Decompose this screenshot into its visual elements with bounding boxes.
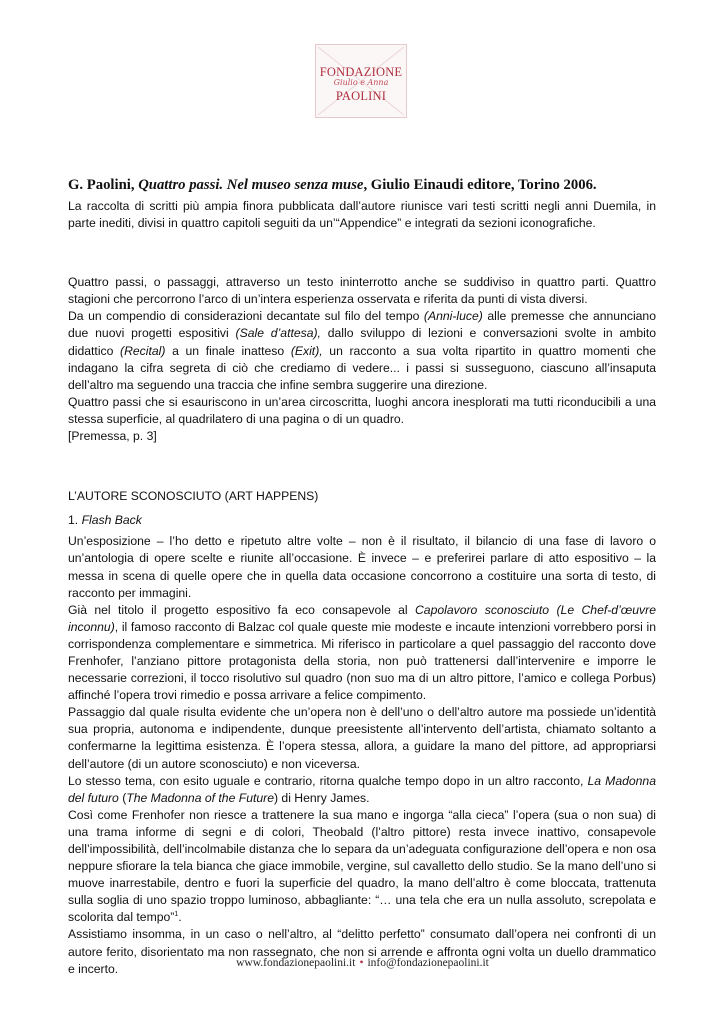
section-paragraph-1: Un’esposizione – l’ho detto e ripetuto altre volte – non è il risultato, il bilancio di una fase di lavoro o un’antologia di opere scelte e riunite all’occasione. È invece – e preferirei parlare di atto espositivo – la messa in scena di quelle opere che in quella data occasione concorrono a costituire una sorta di testo, di racconto per immagini. — [68, 534, 656, 600]
premessa-reference: [Premessa, p. 3] — [68, 429, 157, 444]
title-work: Quattro passi. Nel museo senza muse — [138, 177, 364, 193]
logo-script: Giulio e Anna — [333, 78, 389, 87]
section-heading: L’AUTORE SCONOSCIUTO (ART HAPPENS) — [68, 489, 319, 504]
footnote-marker[interactable]: 1 — [174, 911, 179, 919]
title-author: G. Paolini, — [68, 177, 139, 193]
page-footer — [0, 957, 725, 969]
premessa-paragraph-2: Da un compendio di considerazioni decantate sul filo del tempo (Anni-luce) alle premesse che annunciano due nuovi progetti espositivi (Sale d’attesa), dallo sviluppo di lezioni e conversazioni svolte in ambito didattico (Recital) a un finale inatteso (Exit), un racconto a sua volta ripartito in quattro momenti che indagano la cifra segreta di ciò che crediamo di vedere... i passi si susseguono, ciascuno all’insaputa dell’altro ma seguendo una traccia che infine sembra suggerire una direzione. — [68, 309, 657, 392]
logo-line-2: PAOLINI — [335, 89, 387, 103]
logo-line-1: FONDAZIONE — [319, 65, 403, 79]
section-paragraph-4: Lo stesso tema, con esito uguale e contrario, ritorna qualche tempo dopo in un altro racconto, La Madonna del futuro (The Madonna of the Future) di Henry James. — [68, 773, 656, 805]
fondazione-logo — [315, 44, 407, 118]
footer-email-link[interactable]: info@fondazionepaolini.it — [367, 957, 489, 969]
section-paragraph-3: Passaggio dal quale risulta evidente che un’opera non è dell’uno o dell’altro autore ma possiede un’identità sua propria, autonoma e indipendente, dunque preesistente all’intervento dell’artista, chiamato soltanto a confermarne la legittima esistenza. È l’opera stessa, allora, a guidare la mano del pittore, ad appropriarsi dell’autore (di un autore sconosciuto) e non viceversa. — [68, 705, 656, 771]
subsection-heading: 1. Flash Back — [68, 513, 142, 528]
document-body — [68, 176, 656, 978]
premessa-paragraph-3: Quattro passi che si esauriscono in un’area circoscritta, luoghi ancora inesplorati ma tutti riconducibili a una stessa superficie, al quadrilatero di una pagina o di un quadro. — [68, 394, 656, 426]
document-title — [68, 176, 656, 194]
footer-separator: • — [359, 957, 364, 969]
section-paragraph-2: Già nel titolo il progetto espositivo fa eco consapevole al Capolavoro sconosciuto (Le Chef-d’œuvre inconnu), il famoso racconto di Balzac col quale queste mie modeste e incaute intenzioni vorrebbero porsi in corrispondenza complementare e simmetrica. Mi riferisco in particolare a quel passaggio del racconto dove Frenhofer, l’anziano pittore protagonista della storia, non può trattenersi dall’intervenire e imporre le necessarie correzioni, il tocco risolutivo sul quadro (non suo ma di un altro pittore, l’amico e collega Porbus) affinché l’opera trovi rimedio e possa arrivare a felice compimento. — [68, 602, 656, 703]
section-paragraph-6: Assistiamo insomma, in un caso o nell’altro, al “delitto perfetto” consumato dall’opera nei confronti di un autore ferito, disorientato ma non rassegnato, che non si arrende e affronta ogni volta un duello drammatico e incerto. — [68, 927, 656, 976]
footer-website-link[interactable]: www.fondazionepaolini.it — [236, 957, 356, 969]
premessa-paragraph-1: Quattro passi, o passaggi, attraverso un testo ininterrotto anche se suddiviso in quattro parti. Quattro stagioni che percorrono l’arco di un’intera esperienza osservata e riferita da punti di vista diversi. — [68, 275, 656, 307]
title-publisher: , Giulio Einaudi editore, Torino 2006. — [363, 177, 597, 193]
intro-paragraph: La raccolta di scritti più ampia finora pubblicata dall’autore riunisce vari testi scritti negli anni Duemila, in parte inediti, divisi in quattro capitoli seguiti da un’“Appendice” e integrati da sezioni iconografiche. — [68, 199, 656, 231]
section-paragraph-5: Così come Frenhofer non riesce a trattenere la sua mano e ingorga “alla cieca” l’opera (sua o non sua) di una trama informe di segni e di colori, Theobald (l’altro pittore) resta invece inattivo, consapevole dell’impossibilità, dell’incolmabile distanza che lo separa da un’adeguata configurazione dell’opera e non osa neppure sfiorare la tela bianca che giace immobile, vergine, sul cavalletto dello studio. Se la mano dell’uno si muove inarrestabile, dentro e fuori la superficie del quadro, la mano dell’altro è come bloccata, trattenuta sulla soglia di uno spazio troppo luminoso, abbagliante: “… una tela che era un nulla assoluto, screpolata e scolorita dal tempo”$^1$. — [68, 807, 656, 925]
